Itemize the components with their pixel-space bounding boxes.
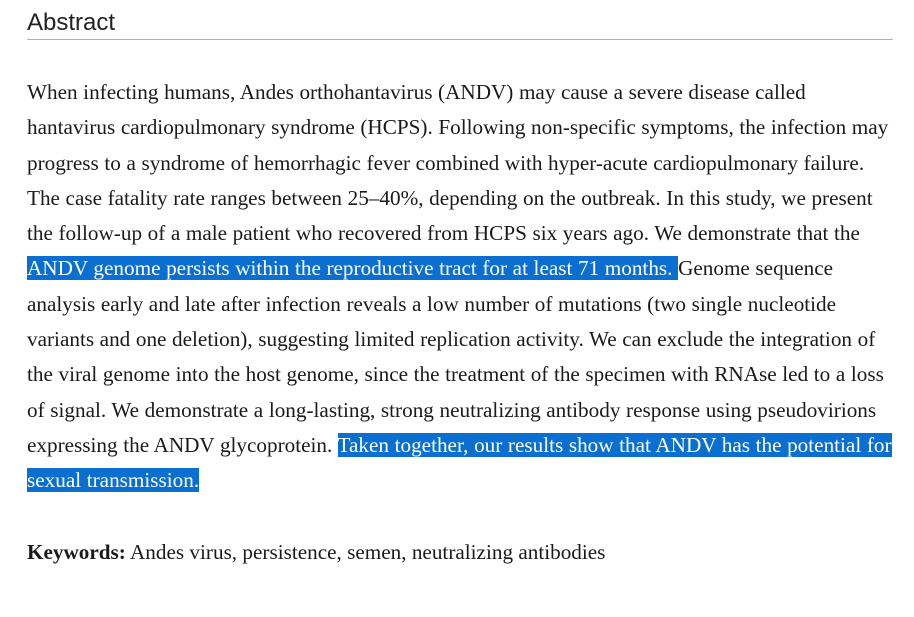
abstract-text-part-2[interactable]: Genome sequence analysis early and late after infection reveals a low number of mutations (two single nucleotide variants and one deletion), suggesting limited replication activity. We can exclude the integration of the viral genome into the host genome, since the treatment of the specimen with RNAse led to a loss of signal. We demonstrate a long-lasting, strong neutralizing antibody response using pseudovirions expressing the ANDV glycoprotein. [27, 256, 884, 457]
keywords-list[interactable]: Andes virus, persistence, semen, neutralizing antibodies [125, 539, 606, 564]
keywords-label: Keywords: [27, 539, 126, 564]
selected-text-highlight-1[interactable]: ANDV genome persists within the reproductive tract for at least 71 months. [27, 256, 679, 281]
keywords-line [27, 535, 893, 570]
abstract-paragraph[interactable] [27, 75, 893, 499]
selected-text-highlight-2[interactable]: Taken together, our results show that ANDV has the potential for sexual transmission. [27, 432, 892, 493]
section-heading: Abstract [27, 0, 893, 40]
abstract-text-part-1[interactable]: When infecting humans, Andes orthohantavirus (ANDV) may cause a severe disease called hantavirus cardiopulmonary syndrome (HCPS). Following non-specific symptoms, the infection may progress to a syndrome of hemorrhagic fever combined with hyper-acute cardiopulmonary failure. The case fatality rate ranges between 25–40%, depending on the outbreak. In this study, we present the follow-up of a male patient who recovered from HCPS six years ago. We demonstrate that the [27, 80, 889, 246]
document-page [27, 0, 893, 570]
